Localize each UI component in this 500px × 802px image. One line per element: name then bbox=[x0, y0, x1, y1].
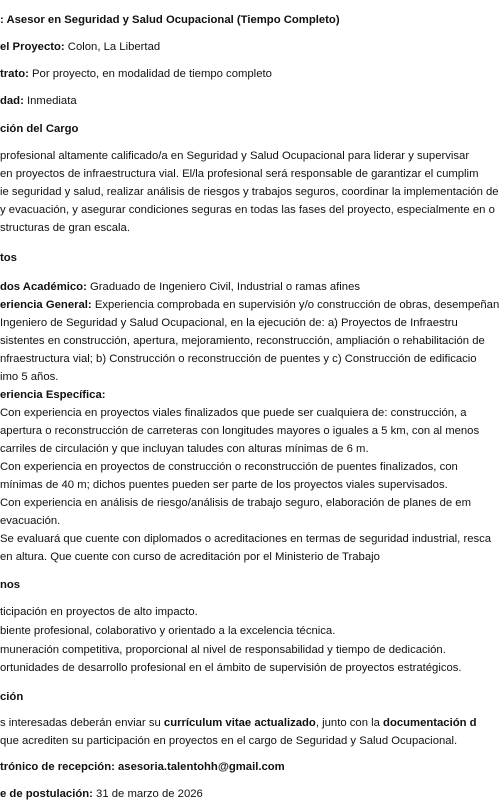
document-line bbox=[0, 221, 130, 235]
line-label: el Proyecto: bbox=[0, 41, 65, 53]
cv-requirement: currículum vitae actualizado bbox=[163, 717, 316, 729]
line-text: apertura o reconstrucción de carreteras con longitudes mayores o iguales a 5 km, con al menos bbox=[0, 425, 480, 437]
line-text: muneración competitiva, proporcional al nivel de responsabilidad y tiempo de dedicación. bbox=[0, 644, 446, 656]
document-line bbox=[0, 251, 17, 265]
line-text: sistentes en construcción, apertura, mejoramiento, reconstrucción, ampliación o rehabilitación de bbox=[0, 335, 485, 347]
document-line bbox=[0, 643, 446, 657]
document-line bbox=[0, 40, 160, 54]
document-line bbox=[0, 316, 458, 330]
document-line bbox=[0, 149, 469, 163]
line-label: ción del Cargo bbox=[0, 123, 79, 135]
line-text: Por proyecto, en modalidad de tiempo completo bbox=[28, 68, 272, 80]
line-text: en proyectos de infraestructura vial. El/la profesional será responsable de garantizar el cumplim bbox=[0, 168, 479, 180]
document-line bbox=[0, 352, 477, 366]
line-text: Con experiencia en análisis de riesgo/análisis de trabajo seguro, elaboración de planes de em bbox=[0, 497, 471, 509]
document-line bbox=[0, 94, 77, 108]
document-line bbox=[0, 167, 478, 181]
document-line bbox=[0, 298, 499, 312]
line-label: eriencia General: bbox=[0, 299, 92, 311]
document-line bbox=[0, 550, 380, 564]
document-line bbox=[0, 280, 360, 294]
document-line bbox=[0, 442, 369, 456]
document-line bbox=[0, 478, 448, 492]
deadline-label: e de postulación: bbox=[0, 788, 93, 800]
line-text: Colon, La Libertad bbox=[64, 41, 161, 53]
document-line bbox=[0, 203, 495, 217]
line-text: ticipación en proyectos de alto impacto. bbox=[0, 606, 198, 618]
document-line bbox=[0, 578, 20, 592]
line-text: Con experiencia en proyectos de construcción o reconstrucción de puentes finalizados, con bbox=[0, 461, 458, 473]
line-text: Se evaluará que cuente con diplomados o acreditaciones en termas de seguridad industrial, resca bbox=[0, 533, 492, 545]
line-text: evacuación. bbox=[0, 515, 61, 527]
line-label: nos bbox=[0, 579, 21, 591]
document-line bbox=[0, 605, 198, 619]
line-label: tos bbox=[0, 252, 17, 264]
document-line bbox=[0, 624, 335, 638]
document-line bbox=[0, 334, 485, 348]
line-label: trato: bbox=[0, 68, 29, 80]
document-line bbox=[0, 496, 471, 510]
document-line bbox=[0, 388, 106, 402]
line-text: ortunidades de desarrollo profesional en el ámbito de supervisión de proyectos estratégicos. bbox=[0, 662, 462, 674]
line-text: Graduado de Ingeniero Civil, Industrial o ramas afines bbox=[86, 281, 360, 293]
document-line bbox=[0, 661, 462, 675]
application-instructions-line-2: que acrediten su participación en proyectos en el cargo de Seguridad y Salud Ocupacional. bbox=[0, 735, 458, 747]
deadline-date: 31 de marzo de 2026 bbox=[92, 788, 203, 800]
apply-text: s interesadas deberán enviar su bbox=[0, 717, 164, 729]
line-label: : Asesor en Seguridad y Salud Ocupacional (Tiempo Completo) bbox=[0, 14, 340, 26]
email-label: trónico de recepción: bbox=[0, 761, 115, 773]
line-text: structuras de gran escala. bbox=[0, 222, 130, 234]
line-text: biente profesional, colaborativo y orientado a la excelencia técnica. bbox=[0, 625, 336, 637]
line-label: eriencia Específica: bbox=[0, 389, 106, 401]
line-label: dos Académico: bbox=[0, 281, 87, 293]
document-line bbox=[0, 406, 467, 420]
line-text: nfraestructura vial; b) Construcción o reconstrucción de puentes y c) Construcción de edificacio bbox=[0, 353, 477, 365]
document-line bbox=[0, 514, 60, 528]
line-text: Ingeniero de Seguridad y Salud Ocupacional, en la ejecución de: a) Proyectos de Infraestru bbox=[0, 317, 458, 329]
line-text: mínimas de 40 m; dichos puentes pueden ser parte de los proyectos viales supervisados. bbox=[0, 479, 448, 491]
line-text: carriles de circulación y que incluyan taludes con alturas mínimas de 6 m. bbox=[0, 443, 369, 455]
documentation-requirement: documentación d bbox=[383, 717, 477, 729]
reception-email-line bbox=[0, 760, 285, 774]
line-label: ción bbox=[0, 691, 24, 703]
document-line bbox=[0, 460, 458, 474]
line-text: ie seguridad y salud, realizar análisis de riesgos y trabajos seguros, coordinar la implementación de bbox=[0, 186, 499, 198]
document-line bbox=[0, 532, 491, 546]
document-line bbox=[0, 690, 23, 704]
line-text: Con experiencia en proyectos viales finalizados que puede ser cualquiera de: construcción, a bbox=[0, 407, 467, 419]
document-line bbox=[0, 67, 272, 81]
document-line bbox=[0, 185, 499, 199]
application-instructions-line-1 bbox=[0, 716, 477, 730]
line-label: dad: bbox=[0, 95, 24, 107]
line-text: y evacuación, y asegurar condiciones seguras en todas las fases del proyecto, especialmente en o bbox=[0, 204, 495, 216]
document-line bbox=[0, 122, 78, 136]
document-line bbox=[0, 13, 340, 27]
line-text: Inmediata bbox=[23, 95, 77, 107]
line-text: en altura. Que cuente con curso de acreditación por el Ministerio de Trabajo bbox=[0, 551, 380, 563]
document-line bbox=[0, 370, 58, 384]
apply-text-mid: , junto con la bbox=[315, 717, 384, 729]
document-line bbox=[0, 424, 479, 438]
deadline-line bbox=[0, 787, 203, 801]
line-text: profesional altamente calificado/a en Seguridad y Salud Ocupacional para liderar y supervisar bbox=[0, 150, 470, 162]
line-text: imo 5 años. bbox=[0, 371, 59, 383]
line-text: Experiencia comprobada en supervisión y/o construcción de obras, desempeñan bbox=[91, 299, 500, 311]
email-address[interactable]: asesoria.talentohh@gmail.com bbox=[114, 761, 285, 773]
